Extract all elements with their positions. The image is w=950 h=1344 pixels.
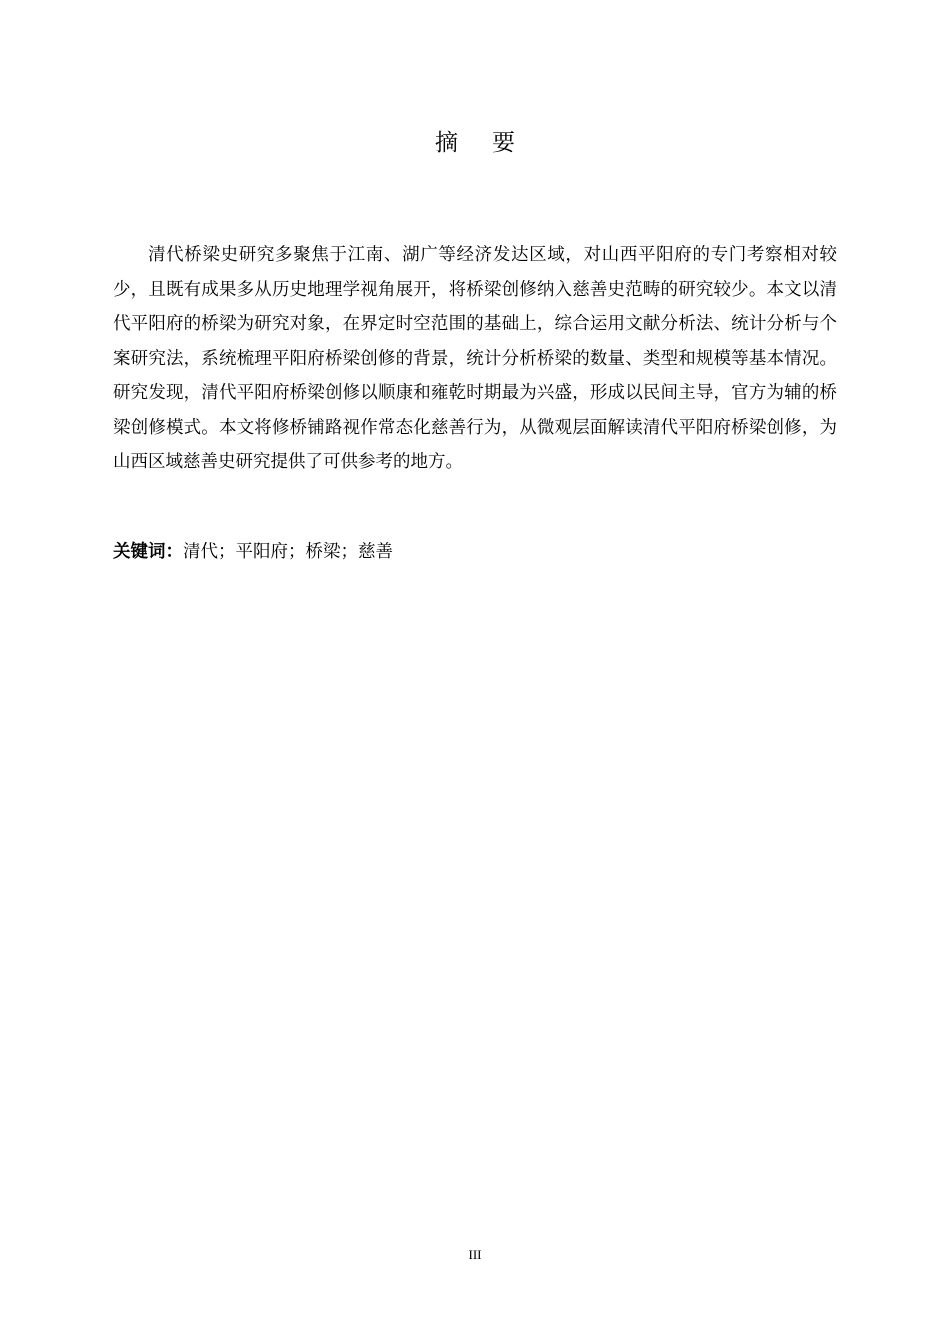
page-title <box>0 124 950 157</box>
keywords-label: 关键词： <box>113 542 183 562</box>
title-char-1: 摘 <box>435 130 458 156</box>
page-number: III <box>468 1247 482 1262</box>
title-char-2: 要 <box>492 130 515 156</box>
keywords-line <box>113 537 837 567</box>
keywords-items: 清代；平阳府；桥梁；慈善 <box>183 542 393 562</box>
abstract-body: 清代桥梁史研究多聚焦于江南、湖广等经济发达区域，对山西平阳府的专门考察相对较少，且既有成果多从历史地理学视角展开，将桥梁创修纳入慈善史范畴的研究较少。本文以清代平阳府的桥梁为研究对象，在界定时空范围的基础上，综合运用文献分析法、统计分析与个案研究法，系统梳理平阳府桥梁创修的背景，统计分析桥梁的数量、类型和规模等基本情况。研究发现，清代平阳府桥梁创修以顺康和雍乾时期最为兴盛，形成以民间主导，官方为辅的桥梁创修模式。本文将修桥铺路视作常态化慈善行为，从微观层面解读清代平阳府桥梁创修，为山西区域慈善史研究提供了可供参考的地方。 <box>113 245 837 472</box>
